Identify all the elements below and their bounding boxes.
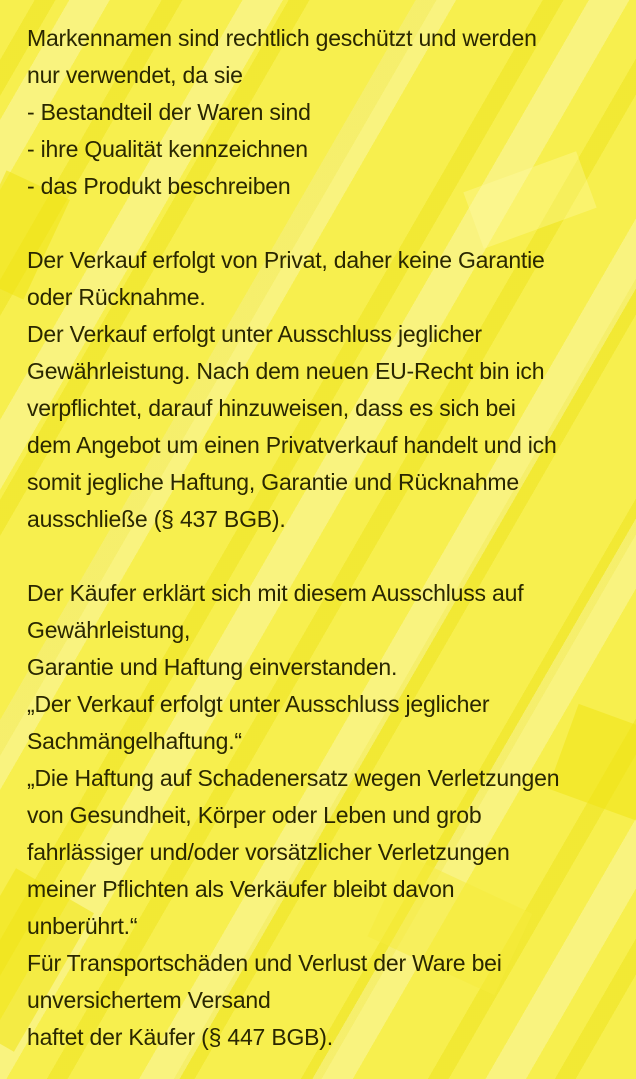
text-line: meiner Pflichten als Verkäufer bleibt davon: [27, 876, 455, 902]
text-line: nur verwendet, da sie: [27, 62, 243, 88]
buyer-agreement-notice: [27, 575, 627, 1056]
text-line: ausschließe (§ 437 BGB).: [27, 506, 286, 532]
disclaimer-text: [27, 20, 627, 1056]
text-line: Markennamen sind rechtlich geschützt und werden: [27, 25, 537, 51]
text-line: unversichertem Versand: [27, 987, 271, 1013]
text-line: Sachmängelhaftung.“: [27, 728, 242, 754]
text-line: unberührt.“: [27, 913, 138, 939]
text-line: fahrlässiger und/oder vorsätzlicher Verletzungen: [27, 839, 510, 865]
text-line: Garantie und Haftung einverstanden.: [27, 654, 398, 680]
text-line: haftet der Käufer (§ 447 BGB).: [27, 1024, 333, 1050]
text-line: - Bestandteil der Waren sind: [27, 99, 311, 125]
text-line: Für Transportschäden und Verlust der Ware bei: [27, 950, 502, 976]
text-line: Gewährleistung. Nach dem neuen EU-Recht bin ich: [27, 358, 545, 384]
text-line: von Gesundheit, Körper oder Leben und grob: [27, 802, 482, 828]
text-line: verpflichtet, darauf hinzuweisen, dass es sich bei: [27, 395, 516, 421]
text-line: - ihre Qualität kennzeichnen: [27, 136, 308, 162]
text-line: „Die Haftung auf Schadenersatz wegen Verletzungen: [27, 765, 560, 791]
trademark-notice: [27, 20, 627, 205]
text-line: somit jegliche Haftung, Garantie und Rücknahme: [27, 469, 519, 495]
text-line: Der Verkauf erfolgt unter Ausschluss jeglicher: [27, 321, 482, 347]
text-line: „Der Verkauf erfolgt unter Ausschluss jeglicher: [27, 691, 490, 717]
text-line: oder Rücknahme.: [27, 284, 206, 310]
text-line: Der Käufer erklärt sich mit diesem Ausschluss auf: [27, 580, 524, 606]
text-line: Gewährleistung,: [27, 617, 191, 643]
text-line: - das Produkt beschreiben: [27, 173, 291, 199]
paragraph-gap: [27, 538, 627, 575]
private-sale-notice: [27, 242, 627, 538]
text-line: dem Angebot um einen Privatverkauf handelt und ich: [27, 432, 557, 458]
text-line: Der Verkauf erfolgt von Privat, daher keine Garantie: [27, 247, 545, 273]
paragraph-gap: [27, 205, 627, 242]
